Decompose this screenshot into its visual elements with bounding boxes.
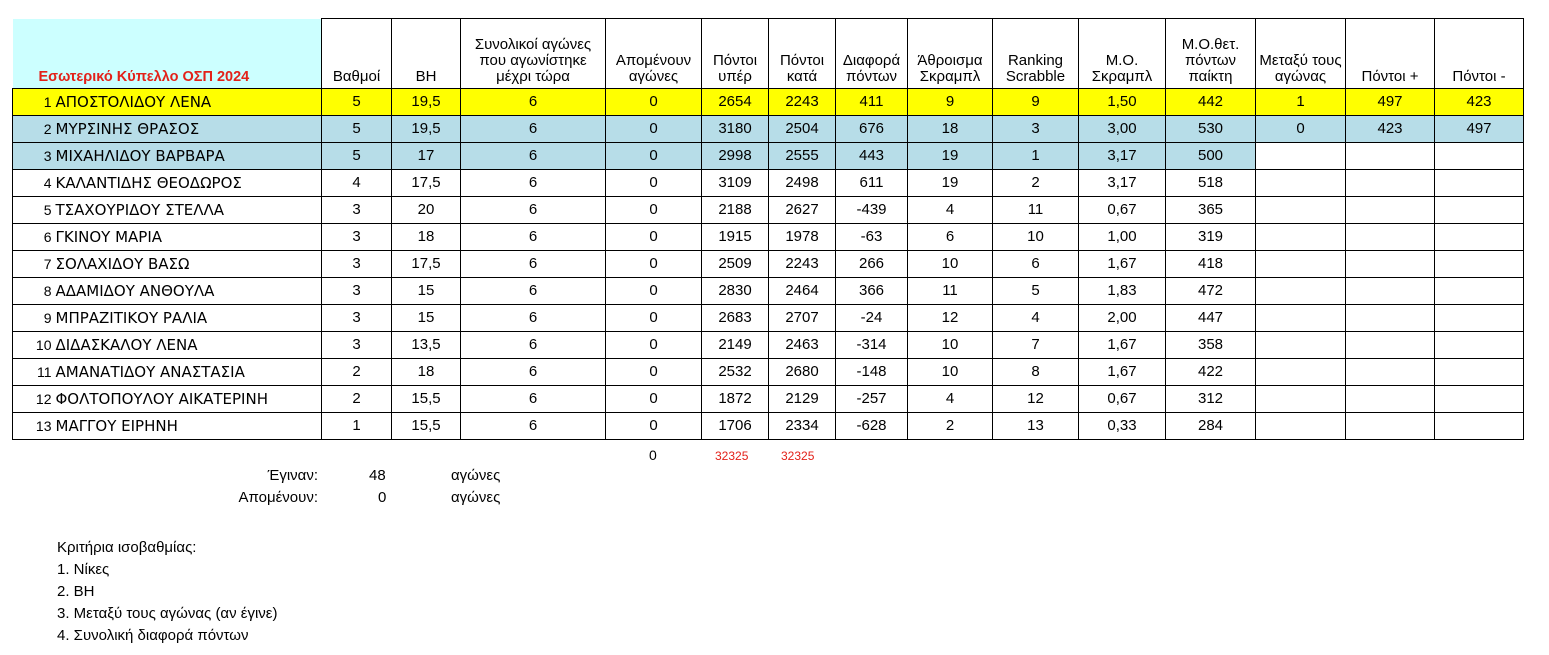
col-header-head-to-head: Μεταξύ τους αγώνας [1256,19,1346,89]
cell-points-for: 2830 [702,278,769,305]
cell-points: 5 [322,143,392,170]
played-value: 48 [369,467,386,484]
cell-scrabble-avg: 1,50 [1079,89,1166,116]
cell-points-plus [1346,359,1435,386]
notes-item: 1. Νίκες [57,561,110,578]
col-header-scrabble-avg: Μ.Ο. Σκραμπλ [1079,19,1166,89]
cell-ranking-scrabble: 8 [993,359,1079,386]
table-row [13,359,1524,386]
cell-games-played: 6 [461,305,606,332]
cell-points-against: 2680 [769,359,836,386]
col-header-point-diff: Διαφορά πόντων [836,19,908,89]
cell-scrabble-sum: 2 [908,413,993,440]
tiebreak-notes [57,537,277,647]
cell-player-avg: 418 [1166,251,1256,278]
cell-points-against: 2334 [769,413,836,440]
cell-head-to-head [1256,413,1346,440]
cell-points-against: 2243 [769,251,836,278]
cell-scrabble-sum: 12 [908,305,993,332]
cell-ranking-scrabble: 9 [993,89,1079,116]
cell-head-to-head [1256,251,1346,278]
cell-point-diff: 443 [836,143,908,170]
standings-table [12,18,1524,440]
cell-scrabble-avg: 0,67 [1079,197,1166,224]
played-unit: αγώνες [451,467,501,484]
cell-games-remaining: 0 [606,359,702,386]
cell-head-to-head [1256,170,1346,197]
total-points-against: 32325 [781,449,815,463]
cell-bh: 17 [392,143,461,170]
cell-games-played: 6 [461,116,606,143]
cell-points-for: 2532 [702,359,769,386]
player-name: ΑΜΑΝΑΤΙΔΟΥ ΑΝΑΣΤΑΣΙΑ [54,359,322,386]
cell-points-plus [1346,224,1435,251]
cell-head-to-head [1256,197,1346,224]
cell-player-avg: 447 [1166,305,1256,332]
cell-points-for: 1915 [702,224,769,251]
cell-points-minus [1435,305,1524,332]
cell-bh: 19,5 [392,116,461,143]
cell-point-diff: -628 [836,413,908,440]
cell-points: 3 [322,278,392,305]
cell-head-to-head [1256,386,1346,413]
table-row [13,116,1524,143]
cell-scrabble-sum: 4 [908,197,993,224]
table-row [13,197,1524,224]
cell-scrabble-avg: 1,00 [1079,224,1166,251]
cell-head-to-head [1256,278,1346,305]
cell-point-diff: -439 [836,197,908,224]
remaining-label: Απομένουν: [238,489,318,506]
row-rank: 5 [13,197,54,224]
col-header-ranking-scrabble: Ranking Scrabble [993,19,1079,89]
player-name: ΑΠΟΣΤΟΛΙΔΟΥ ΛΕΝΑ [54,89,322,116]
table-row [13,332,1524,359]
total-remaining: 0 [649,447,657,463]
cell-points-against: 2707 [769,305,836,332]
col-header-bh: ΒΗ [392,19,461,89]
cell-player-avg: 442 [1166,89,1256,116]
cell-points-against: 2129 [769,386,836,413]
row-rank: 11 [13,359,54,386]
standings-body [13,89,1524,440]
cell-scrabble-avg: 3,00 [1079,116,1166,143]
cell-scrabble-avg: 3,17 [1079,143,1166,170]
row-rank: 10 [13,332,54,359]
cell-points-against: 1978 [769,224,836,251]
cell-games-remaining: 0 [606,413,702,440]
cell-scrabble-sum: 4 [908,386,993,413]
cell-bh: 15,5 [392,386,461,413]
player-name: ΜΥΡΣΙΝΗΣ ΘΡΑΣΟΣ [54,116,322,143]
cell-points-minus [1435,197,1524,224]
cell-games-played: 6 [461,332,606,359]
cell-points-against: 2627 [769,197,836,224]
cell-player-avg: 500 [1166,143,1256,170]
row-rank: 4 [13,170,54,197]
table-row [13,143,1524,170]
cell-points: 1 [322,413,392,440]
sheet-title: Εσωτερικό Κύπελλο ΟΣΠ 2024 [13,19,322,89]
cell-points-for: 3109 [702,170,769,197]
cell-player-avg: 530 [1166,116,1256,143]
player-name: ΣΟΛΑΧΙΔΟΥ ΒΑΣΩ [54,251,322,278]
cell-scrabble-sum: 10 [908,332,993,359]
row-rank: 7 [13,251,54,278]
cell-points: 3 [322,251,392,278]
cell-games-played: 6 [461,386,606,413]
cell-points-against: 2463 [769,332,836,359]
cell-points-minus [1435,170,1524,197]
cell-games-remaining: 0 [606,305,702,332]
cell-points-for: 2509 [702,251,769,278]
cell-head-to-head: 1 [1256,89,1346,116]
cell-scrabble-avg: 1,67 [1079,251,1166,278]
cell-points-plus [1346,413,1435,440]
cell-ranking-scrabble: 13 [993,413,1079,440]
col-header-points: Βαθμοί [322,19,392,89]
row-rank: 13 [13,413,54,440]
cell-points-against: 2498 [769,170,836,197]
table-row [13,170,1524,197]
cell-ranking-scrabble: 7 [993,332,1079,359]
cell-points-for: 2188 [702,197,769,224]
cell-point-diff: -314 [836,332,908,359]
cell-bh: 17,5 [392,251,461,278]
cell-games-played: 6 [461,170,606,197]
cell-points: 2 [322,386,392,413]
table-row [13,251,1524,278]
cell-games-remaining: 0 [606,197,702,224]
cell-games-remaining: 0 [606,89,702,116]
cell-games-played: 6 [461,413,606,440]
cell-games-remaining: 0 [606,116,702,143]
cell-games-remaining: 0 [606,224,702,251]
cell-ranking-scrabble: 10 [993,224,1079,251]
cell-points-for: 2149 [702,332,769,359]
cell-scrabble-avg: 0,67 [1079,386,1166,413]
cell-points-for: 3180 [702,116,769,143]
cell-head-to-head: 0 [1256,116,1346,143]
cell-ranking-scrabble: 6 [993,251,1079,278]
cell-player-avg: 472 [1166,278,1256,305]
cell-points-plus [1346,170,1435,197]
cell-bh: 15,5 [392,413,461,440]
cell-ranking-scrabble: 5 [993,278,1079,305]
cell-games-remaining: 0 [606,332,702,359]
cell-ranking-scrabble: 12 [993,386,1079,413]
cell-games-remaining: 0 [606,143,702,170]
cell-points-minus [1435,359,1524,386]
table-row [13,278,1524,305]
player-name: ΜΠΡΑΖΙΤΙΚΟΥ ΡΑΛΙΑ [54,305,322,332]
cell-bh: 18 [392,359,461,386]
col-header-games-remaining: Απομένουν αγώνες [606,19,702,89]
cell-points-minus [1435,332,1524,359]
cell-bh: 20 [392,197,461,224]
cell-games-played: 6 [461,197,606,224]
cell-points-plus [1346,332,1435,359]
cell-games-remaining: 0 [606,386,702,413]
cell-player-avg: 312 [1166,386,1256,413]
cell-scrabble-sum: 9 [908,89,993,116]
cell-point-diff: 266 [836,251,908,278]
row-rank: 9 [13,305,54,332]
cell-games-remaining: 0 [606,170,702,197]
player-name: ΚΑΛΑΝΤΙΔΗΣ ΘΕΟΔΩΡΟΣ [54,170,322,197]
notes-item: 4. Συνολική διαφορά πόντων [57,627,249,644]
cell-ranking-scrabble: 3 [993,116,1079,143]
player-name: ΔΙΔΑΣΚΑΛΟΥ ΛΕΝΑ [54,332,322,359]
row-rank: 8 [13,278,54,305]
notes-title: Κριτήρια ισοβαθμίας: [57,539,197,556]
cell-points-for: 2683 [702,305,769,332]
cell-games-played: 6 [461,143,606,170]
cell-points-against: 2504 [769,116,836,143]
notes-item: 3. Μεταξύ τους αγώνας (αν έγινε) [57,605,278,622]
cell-points: 5 [322,116,392,143]
cell-ranking-scrabble: 1 [993,143,1079,170]
col-header-games-played: Συνολικοί αγώνες που αγωνίστηκε μέχρι τώρα [461,19,606,89]
cell-games-played: 6 [461,278,606,305]
cell-points-against: 2243 [769,89,836,116]
cell-player-avg: 422 [1166,359,1256,386]
cell-player-avg: 518 [1166,170,1256,197]
cell-points-minus [1435,278,1524,305]
cell-point-diff: -148 [836,359,908,386]
row-rank: 12 [13,386,54,413]
cell-point-diff: 366 [836,278,908,305]
cell-scrabble-sum: 19 [908,143,993,170]
cell-scrabble-avg: 2,00 [1079,305,1166,332]
cell-head-to-head [1256,224,1346,251]
cell-points-for: 1872 [702,386,769,413]
table-row [13,305,1524,332]
cell-points-for: 1706 [702,413,769,440]
cell-points-plus [1346,386,1435,413]
cell-points-plus [1346,251,1435,278]
cell-points-minus: 497 [1435,116,1524,143]
cell-ranking-scrabble: 4 [993,305,1079,332]
cell-points: 3 [322,197,392,224]
cell-bh: 18 [392,224,461,251]
player-name: ΜΑΓΓΟΥ ΕΙΡΗΝΗ [54,413,322,440]
row-rank: 2 [13,116,54,143]
cell-points: 2 [322,359,392,386]
cell-points: 3 [322,224,392,251]
cell-points: 5 [322,89,392,116]
cell-scrabble-sum: 10 [908,359,993,386]
cell-games-played: 6 [461,89,606,116]
player-name: ΓΚΙΝΟΥ ΜΑΡΙΑ [54,224,322,251]
cell-scrabble-sum: 19 [908,170,993,197]
cell-points-minus [1435,251,1524,278]
cell-player-avg: 365 [1166,197,1256,224]
total-points-for: 32325 [715,449,749,463]
cell-bh: 15 [392,278,461,305]
cell-points-against: 2464 [769,278,836,305]
col-header-player-avg: Μ.Ο.θετ. πόντων παίκτη [1166,19,1256,89]
cell-player-avg: 284 [1166,413,1256,440]
cell-points-plus [1346,143,1435,170]
cell-points: 3 [322,305,392,332]
cell-head-to-head [1256,359,1346,386]
table-row [13,386,1524,413]
cell-scrabble-avg: 3,17 [1079,170,1166,197]
cell-games-remaining: 0 [606,251,702,278]
row-rank: 6 [13,224,54,251]
player-name: ΦΟΛΤΟΠΟΥΛΟΥ ΑΙΚΑΤΕΡΙΝΗ [54,386,322,413]
row-rank: 3 [13,143,54,170]
table-row [13,413,1524,440]
table-row [13,89,1524,116]
cell-games-played: 6 [461,224,606,251]
player-name: ΑΔΑΜΙΔΟΥ ΑΝΘΟΥΛΑ [54,278,322,305]
cell-point-diff: -24 [836,305,908,332]
cell-points-against: 2555 [769,143,836,170]
col-header-scrabble-sum: Άθροισμα Σκραμπλ [908,19,993,89]
cell-player-avg: 319 [1166,224,1256,251]
cell-points-for: 2998 [702,143,769,170]
cell-head-to-head [1256,332,1346,359]
cell-games-played: 6 [461,251,606,278]
col-header-points-against: Πόντοι κατά [769,19,836,89]
cell-points-for: 2654 [702,89,769,116]
played-label: Έγιναν: [267,467,318,484]
cell-player-avg: 358 [1166,332,1256,359]
cell-scrabble-sum: 6 [908,224,993,251]
cell-scrabble-avg: 1,67 [1079,332,1166,359]
col-header-points-plus: Πόντοι + [1346,19,1435,89]
col-header-points-for: Πόντοι υπέρ [702,19,769,89]
cell-games-played: 6 [461,359,606,386]
cell-scrabble-avg: 0,33 [1079,413,1166,440]
cell-points-minus: 423 [1435,89,1524,116]
cell-head-to-head [1256,143,1346,170]
cell-points-minus [1435,224,1524,251]
cell-scrabble-avg: 1,67 [1079,359,1166,386]
cell-point-diff: 411 [836,89,908,116]
notes-item: 2. ΒΗ [57,583,95,600]
cell-head-to-head [1256,305,1346,332]
cell-points-plus: 497 [1346,89,1435,116]
cell-bh: 17,5 [392,170,461,197]
cell-points-minus [1435,386,1524,413]
player-name: ΜΙΧΑΗΛΙΔΟΥ ΒΑΡΒΑΡΑ [54,143,322,170]
cell-bh: 15 [392,305,461,332]
cell-ranking-scrabble: 11 [993,197,1079,224]
cell-scrabble-sum: 18 [908,116,993,143]
cell-points-plus: 423 [1346,116,1435,143]
cell-points-plus [1346,278,1435,305]
cell-scrabble-sum: 10 [908,251,993,278]
cell-bh: 19,5 [392,89,461,116]
cell-points-plus [1346,305,1435,332]
cell-bh: 13,5 [392,332,461,359]
cell-point-diff: -257 [836,386,908,413]
player-name: ΤΣΑΧΟΥΡΙΔΟΥ ΣΤΕΛΛΑ [54,197,322,224]
cell-point-diff: 611 [836,170,908,197]
cell-points-minus [1435,143,1524,170]
table-row [13,224,1524,251]
col-header-points-minus: Πόντοι - [1435,19,1524,89]
header-row [13,19,1524,89]
cell-points-minus [1435,413,1524,440]
cell-point-diff: -63 [836,224,908,251]
cell-points: 3 [322,332,392,359]
cell-ranking-scrabble: 2 [993,170,1079,197]
row-rank: 1 [13,89,54,116]
cell-points: 4 [322,170,392,197]
cell-scrabble-sum: 11 [908,278,993,305]
remaining-value: 0 [378,489,387,506]
cell-points-plus [1346,197,1435,224]
cell-point-diff: 676 [836,116,908,143]
remaining-unit: αγώνες [451,489,501,506]
cell-scrabble-avg: 1,83 [1079,278,1166,305]
cell-games-remaining: 0 [606,278,702,305]
